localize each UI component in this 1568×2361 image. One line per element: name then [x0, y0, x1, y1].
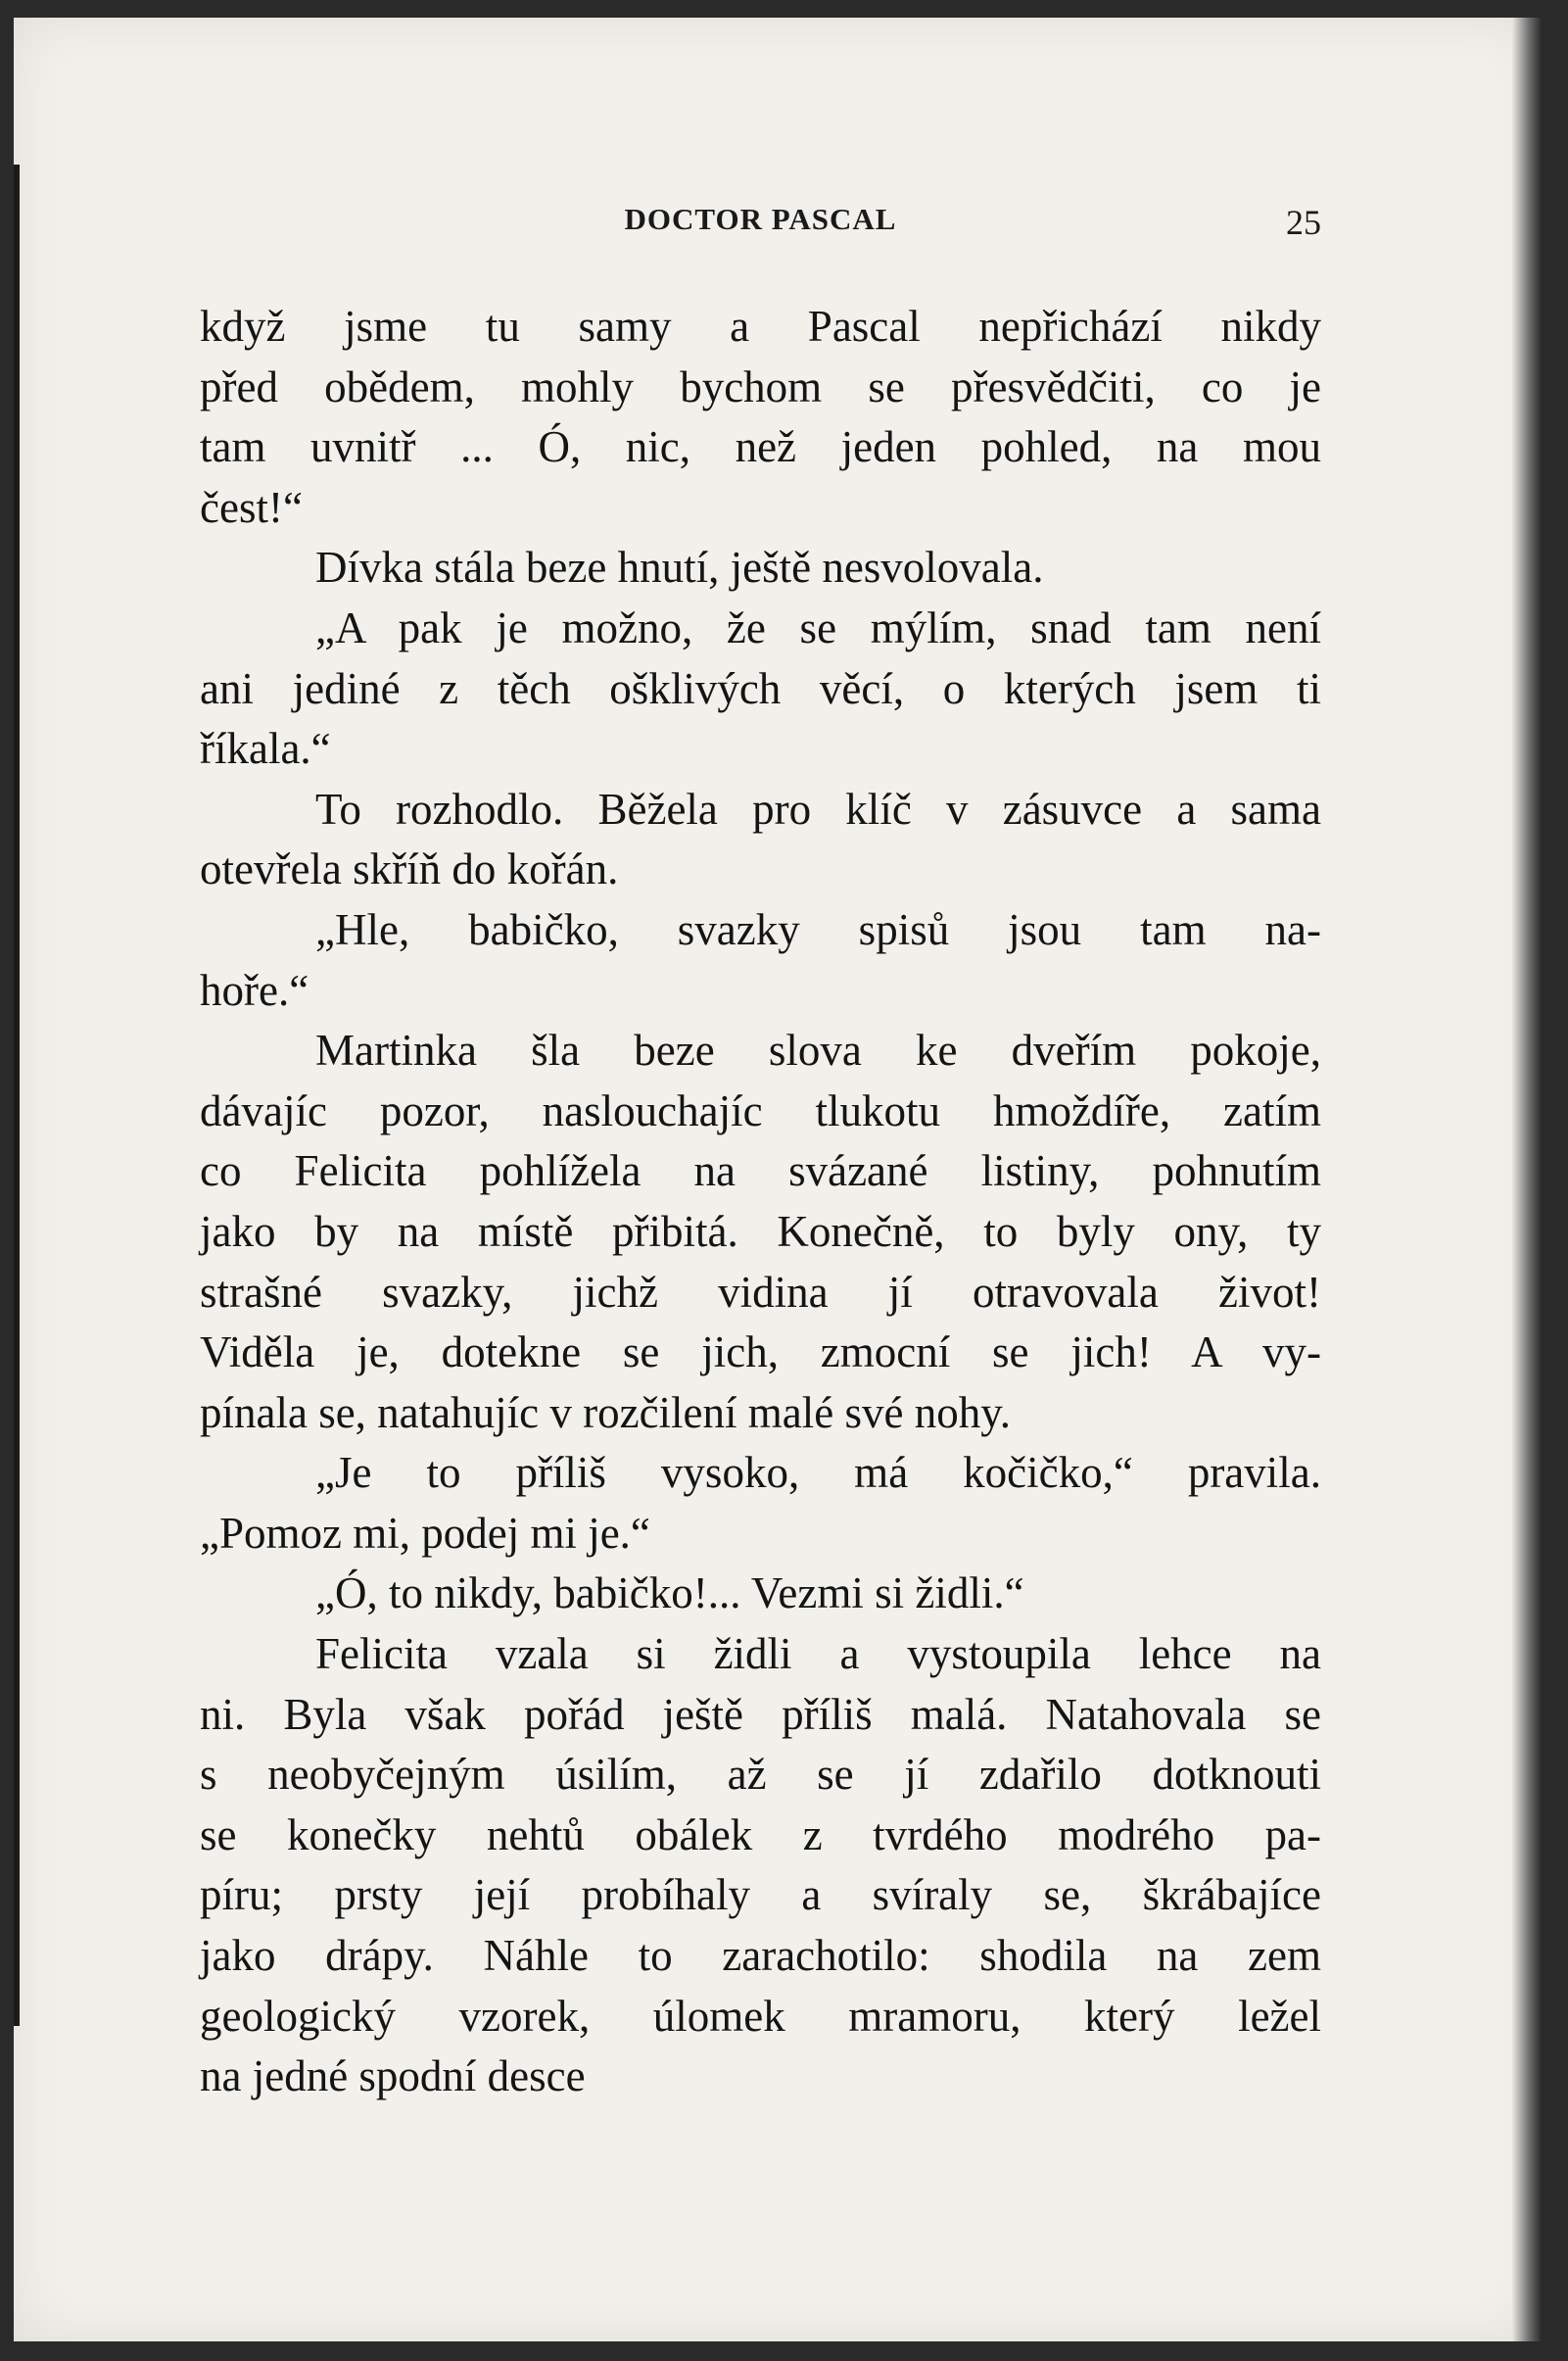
text-line: ani jediné z těch ošklivých věcí, o kterých jsem ti	[200, 663, 1321, 713]
text-line: otevřela skříň do kořán.	[200, 844, 619, 894]
text-line: ni. Byla však pořád ještě příliš malá. Natahovala se	[200, 1689, 1321, 1739]
text-line: „Pomoz mi, podej mi je.“	[200, 1508, 650, 1558]
text-line: „Ó, to nikdy, babičko!... Vezmi si židli.“	[315, 1568, 1024, 1618]
page-edge-shadow	[1512, 18, 1542, 2341]
text-line: jako drápy. Náhle to zarachotilo: shodila na zem	[200, 1931, 1321, 1981]
text-line: Felicita vzala si židli a vystoupila lehce na	[315, 1629, 1321, 1679]
text-line: dávajíc pozor, naslouchajíc tlukotu hmoždíře, zatím	[200, 1085, 1321, 1135]
text-line: hoře.“	[200, 965, 309, 1015]
page-number: 25	[1286, 203, 1321, 242]
text-line: na jedné spodní desce	[200, 2051, 586, 2101]
text-line: pínala se, natahujíc v rozčilení malé své nohy.	[200, 1387, 1012, 1437]
text-line: „Je to příliš vysoko, má kočičko,“ pravila.	[315, 1448, 1321, 1498]
text-line: Viděla je, dotekne se jich, zmocní se jich! A vy-	[200, 1327, 1321, 1377]
text-line: strašné svazky, jichž vidina jí otravovala život!	[200, 1267, 1321, 1317]
text-line: „Hle, babičko, svazky spisů jsou tam na-	[315, 904, 1321, 954]
text-line: Dívka stála beze hnutí, ještě nesvolovala.	[315, 543, 1044, 593]
text-line: „A pak je možno, že se mýlím, snad tam není	[315, 602, 1321, 652]
text-line: co Felicita pohlížela na svázané listiny, pohnutím	[200, 1146, 1321, 1196]
text-line: geologický vzorek, úlomek mramoru, který ležel	[200, 1991, 1321, 2041]
text-line: s neobyčejným úsilím, až se jí zdařilo dotknouti	[200, 1750, 1321, 1800]
text-line: píru; prsty její probíhaly a svíraly se, škrábajíce	[200, 1870, 1321, 1920]
text-line: se konečky nehtů obálek z tvrdého modrého pa-	[200, 1809, 1321, 1859]
running-head	[200, 202, 1321, 245]
book-page	[14, 18, 1542, 2341]
text-line: před obědem, mohly bychom se přesvědčiti, co je	[200, 361, 1321, 411]
text-line: říkala.“	[200, 724, 331, 774]
text-line: To rozhodlo. Běžela pro klíč v zásuvce a sama	[315, 784, 1321, 834]
text-line: tam uvnitř ... Ó, nic, než jeden pohled, na mou	[200, 422, 1321, 472]
text-line: Martinka šla beze slova ke dveřím pokoje,	[315, 1026, 1321, 1076]
text-line: když jsme tu samy a Pascal nepřichází nikdy	[200, 302, 1321, 351]
text-line: čest!“	[200, 482, 303, 532]
page-gutter-shadow	[14, 165, 20, 2026]
body-text	[200, 297, 1321, 2107]
text-line: jako by na místě přibitá. Konečně, to byly ony, ty	[200, 1206, 1321, 1256]
running-title: DOCTOR PASCAL	[624, 202, 897, 236]
